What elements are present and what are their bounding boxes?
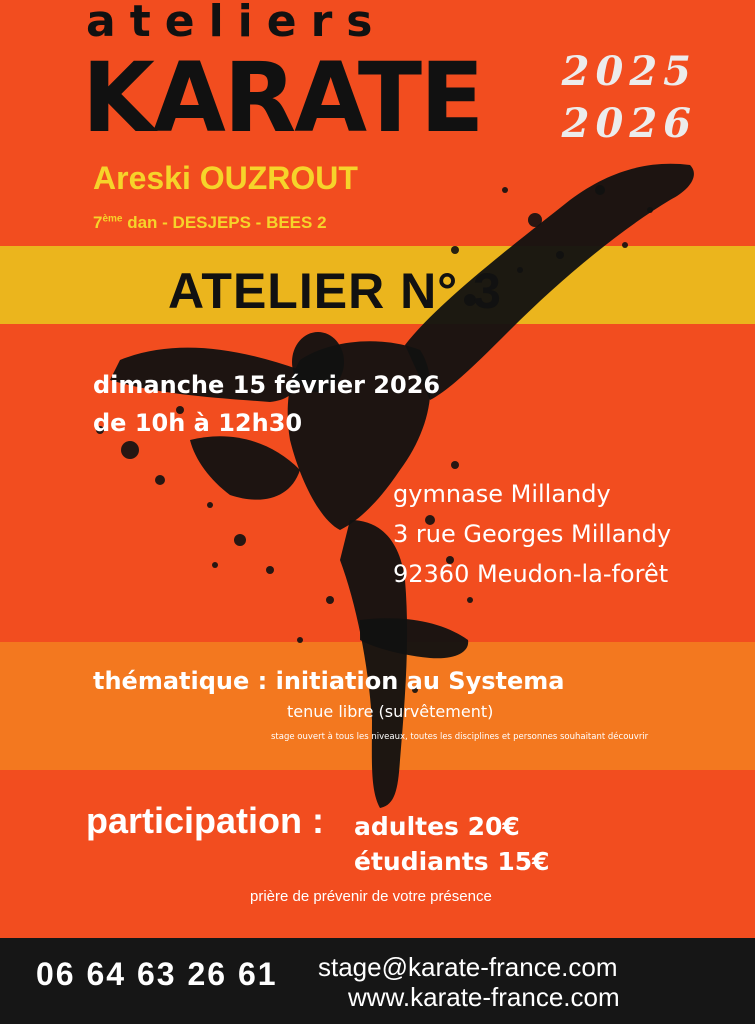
grade-qualifications: dan - DESJEPS - BEES 2: [122, 213, 327, 232]
theme-text: thématique : initiation au Systema: [93, 667, 565, 695]
participation-label: participation :: [86, 800, 325, 841]
price-students: étudiants 15€: [354, 847, 550, 876]
venue-name: gymnase Millandy: [393, 480, 611, 508]
grade-superscript: ème: [102, 213, 123, 225]
header-ateliers: ateliers: [86, 0, 387, 47]
venue-city: 92360 Meudon-la-forêt: [393, 560, 669, 588]
season-year-start: 2025: [561, 48, 697, 95]
attendance-notice: prière de prévenir de votre présence: [250, 888, 492, 905]
header-karate: KARATE: [82, 42, 483, 154]
price-adults: adultes 20€: [354, 812, 520, 841]
season-year-end: 2026: [561, 100, 697, 147]
instructor-grade: [93, 213, 327, 233]
audience-note: stage ouvert à tous les niveaux, toutes les disciplines et personnes souhaitant découvrir: [271, 732, 649, 742]
event-time: de 10h à 12h30: [93, 409, 303, 437]
contact-email-link[interactable]: stage@karate-france.com: [318, 952, 618, 982]
instructor-name: Areski OUZROUT: [93, 160, 358, 196]
dress-code: tenue libre (survêtement): [287, 702, 494, 721]
contact-phone[interactable]: 06 64 63 26 61: [36, 956, 278, 992]
venue-street: 3 rue Georges Millandy: [393, 520, 672, 548]
atelier-title: ATELIER N° 3: [168, 263, 502, 319]
event-date: dimanche 15 février 2026: [93, 371, 441, 399]
website-link[interactable]: www.karate-france.com: [348, 982, 620, 1012]
grade-number: 7: [93, 213, 103, 232]
